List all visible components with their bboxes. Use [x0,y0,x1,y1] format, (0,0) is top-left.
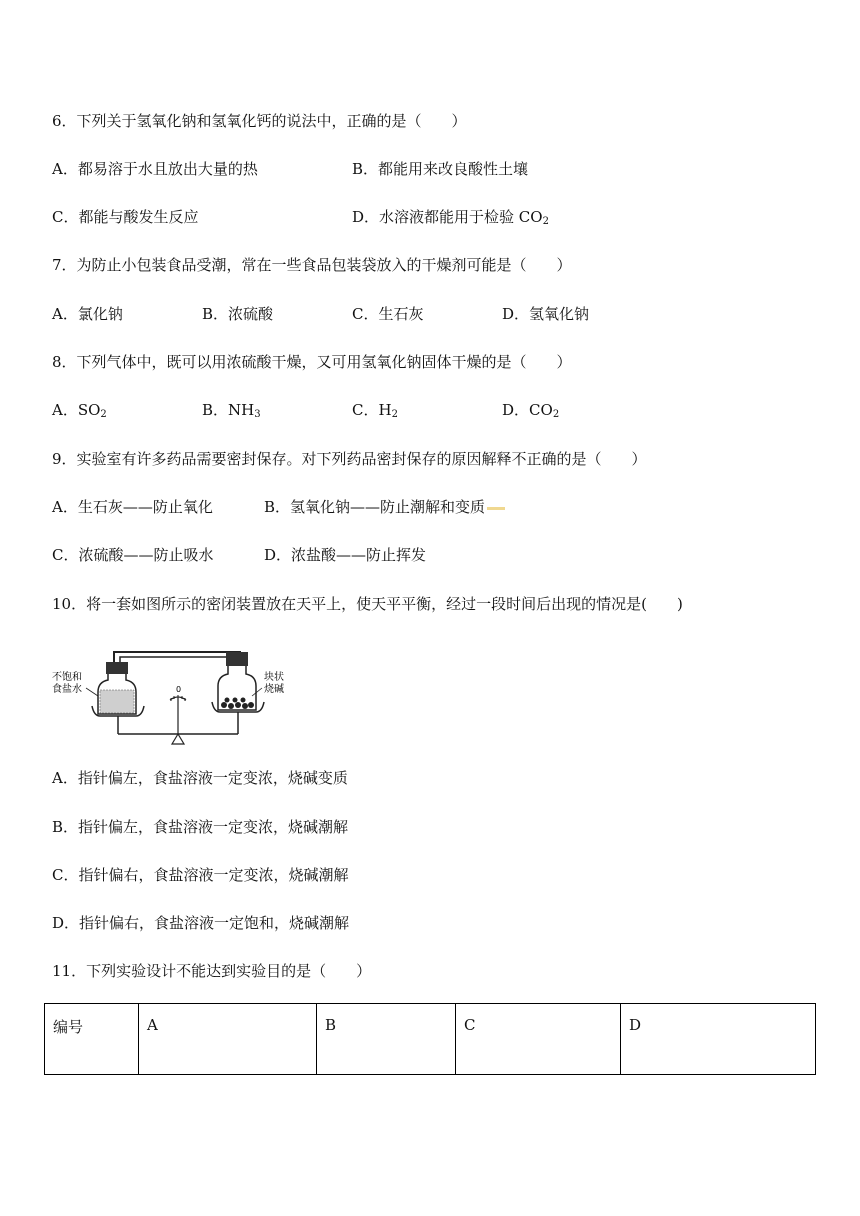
table-header-cell: A [139,1004,317,1075]
scale-zero-label: 0 [176,685,182,694]
subscript: 2 [391,409,398,420]
q7-option-c: C．生石灰 [352,305,424,323]
left-label-1: 不饱和 [52,672,82,683]
left-label-2: 食盐水 [52,684,82,695]
q6-option-b: B．都能用来改良酸性土壤 [352,160,529,178]
fulcrum [172,734,184,744]
q7-option-a: A．氯化钠 [52,305,123,323]
q11-stem: 11．下列实验设计不能达到实验目的是（ ） [52,962,372,980]
table-header-cell: C [456,1004,621,1075]
q8-option-c-text: C．H [352,401,392,419]
q7-stem: 7．为防止小包装食品受潮，常在一些食品包装袋放入的干燥剂可能是（ ） [52,256,572,274]
table-header-cell: B [317,1004,456,1075]
q9-option-b-text: B．氢氧化钠——防止潮解和变质 [264,498,486,516]
table-row [45,1004,816,1075]
q6-option-a: A．都易溶于水且放出大量的热 [52,160,258,178]
q10-option-b: B．指针偏左，食盐溶液一定变浓，烧碱潮解 [52,818,349,836]
q8-stem: 8．下列气体中，既可以用浓硫酸干燥，又可用氢氧化钠固体干燥的是（ ） [52,353,572,371]
q10-option-c: C．指针偏右，食盐溶液一定变浓，烧碱潮解 [52,866,349,884]
q6-option-d-text: D．水溶液都能用于检验 CO [352,208,543,226]
q8-option-a [52,400,107,425]
q10-option-d: D．指针偏右，食盐溶液一定饱和，烧碱潮解 [52,914,350,932]
q6-stem: 6．下列关于氢氧化钠和氢氧化钙的说法中，正确的是（ ） [52,112,467,130]
q9-option-c: C．浓硫酸——防止吸水 [52,546,214,564]
q8-option-d [502,400,559,425]
q8-option-b [202,400,261,425]
q8-option-d-text: D．CO [502,401,553,419]
q11-table [44,1003,816,1075]
subscript: 3 [254,409,261,420]
subscript: 2 [100,409,107,420]
q8-option-a-text: A．SO [52,401,101,419]
highlight-mark [487,507,505,510]
right-label-1: 块状 [264,672,284,683]
q9-option-a: A．生石灰——防止氧化 [52,498,213,516]
right-stopper [226,652,248,666]
q10-stem: 10．将一套如图所示的密闭装置放在天平上，使天平平衡，经过一段时间后出现的情况是( ) [52,595,683,613]
q9-stem: 9．实验室有许多药品需要密封保存。对下列药品密封保存的原因解释不正确的是（ ） [52,450,647,468]
q6-option-d [352,207,549,232]
subscript: 2 [552,409,560,420]
connecting-tube [114,652,240,670]
q9-option-d: D．浓盐酸——防止挥发 [264,546,427,564]
salt-solution [100,690,134,713]
connecting-tube-inner [120,657,234,670]
q8-option-b-text: B．NH [202,401,255,419]
q9-option-b [264,497,505,517]
subscript: 2 [542,216,549,227]
q6-option-c: C．都能与酸发生反应 [52,208,199,226]
table-header-cell: 编号 [45,1004,139,1075]
q7-option-d: D．氢氧化钠 [502,305,590,323]
q8-option-c [352,400,398,425]
table-header-cell: D [621,1004,816,1075]
q10-option-a: A．指针偏左，食盐溶液一定变浓，烧碱变质 [52,769,348,787]
q7-option-b: B．浓硫酸 [202,305,274,323]
right-label-2: 烧碱 [264,684,284,695]
left-label-pointer [86,688,98,696]
left-stopper [106,662,128,674]
balance-apparatus-figure [52,640,292,750]
